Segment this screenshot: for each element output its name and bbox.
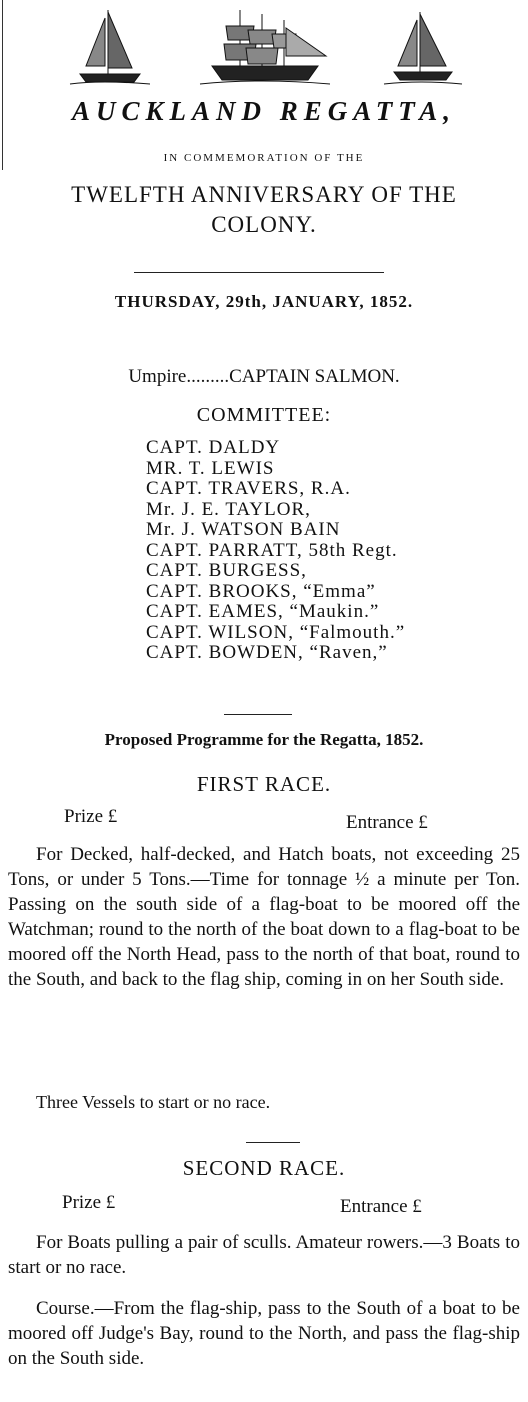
second-race-prize: Prize £	[62, 1192, 116, 1213]
first-race-entrance: Entrance £	[346, 812, 428, 833]
divider	[224, 714, 292, 715]
second-race-description: For Boats pulling a pair of sculls. Amateur rowers.—3 Boats to start or no race.	[8, 1232, 520, 1278]
first-race-condition: Three Vessels to start or no race.	[36, 1092, 271, 1112]
committee-member: Mr. J. E. TAYLOR,	[146, 498, 311, 520]
second-race-entrance: Entrance £	[340, 1196, 422, 1217]
anniversary-line-1: TWELFTH ANNIVERSARY OF THE	[71, 182, 457, 207]
page-title: AUCKLAND REGATTA,	[71, 96, 457, 126]
committee-list	[146, 438, 405, 664]
umpire-line: Umpire.........CAPTAIN SALMON.	[128, 366, 400, 387]
programme-heading: Proposed Programme for the Regatta, 1852.	[104, 730, 424, 749]
committee-member: CAPT. BROOKS, “Emma”	[146, 580, 376, 602]
first-race-description: For Decked, half-decked, and Hatch boats, not exceeding 25 Tons, or under 5 Tons.—Time for tonnage ½ a minute per Ton. Passing on the south side of a flag-boat to be moored off the Watchman; round to the north of the boat down to a flag-boat to be moored off the North Head, pass to the north of that boat, round to the South, and back to the flag ship, coming in on her South side.	[8, 844, 520, 990]
committee-member: CAPT. TRAVERS, R.A.	[146, 478, 351, 499]
subtitle: IN COMMEMORATION OF THE	[163, 152, 365, 164]
first-race-title: FIRST RACE.	[196, 772, 332, 796]
committee-member: CAPT. PARRATT, 58th Regt.	[146, 539, 398, 561]
sailboat-left-icon	[70, 10, 150, 84]
committee-member: CAPT. EAMES, “Maukin.”	[146, 601, 380, 622]
second-race-course: Course.—From the flag-ship, pass to the South of a boat to be moored off Judge's Bay, round to the North, and pass the flag-ship on the South side.	[8, 1298, 520, 1369]
committee-member: CAPT. BURGESS,	[146, 560, 307, 581]
sailboat-right-icon	[384, 12, 462, 84]
event-date: THURSDAY, 29th, JANUARY, 1852.	[114, 292, 414, 311]
anniversary-line-2: COLONY.	[211, 212, 317, 237]
committee-member: CAPT. WILSON, “Falmouth.”	[146, 621, 406, 643]
committee-member: CAPT. DALDY	[146, 437, 281, 458]
second-race-title: SECOND RACE.	[182, 1156, 346, 1180]
first-race-prize: Prize £	[64, 806, 118, 827]
ship-illustrations	[0, 4, 528, 90]
divider	[246, 1142, 300, 1143]
committee-member: CAPT. BOWDEN, “Raven,”	[146, 642, 388, 663]
ship-center-icon	[200, 10, 330, 84]
divider	[134, 272, 384, 273]
committee-heading: COMMITTEE:	[196, 404, 332, 426]
committee-member: Mr. J. WATSON BAIN	[146, 519, 341, 540]
committee-member: MR. T. LEWIS	[146, 457, 275, 479]
